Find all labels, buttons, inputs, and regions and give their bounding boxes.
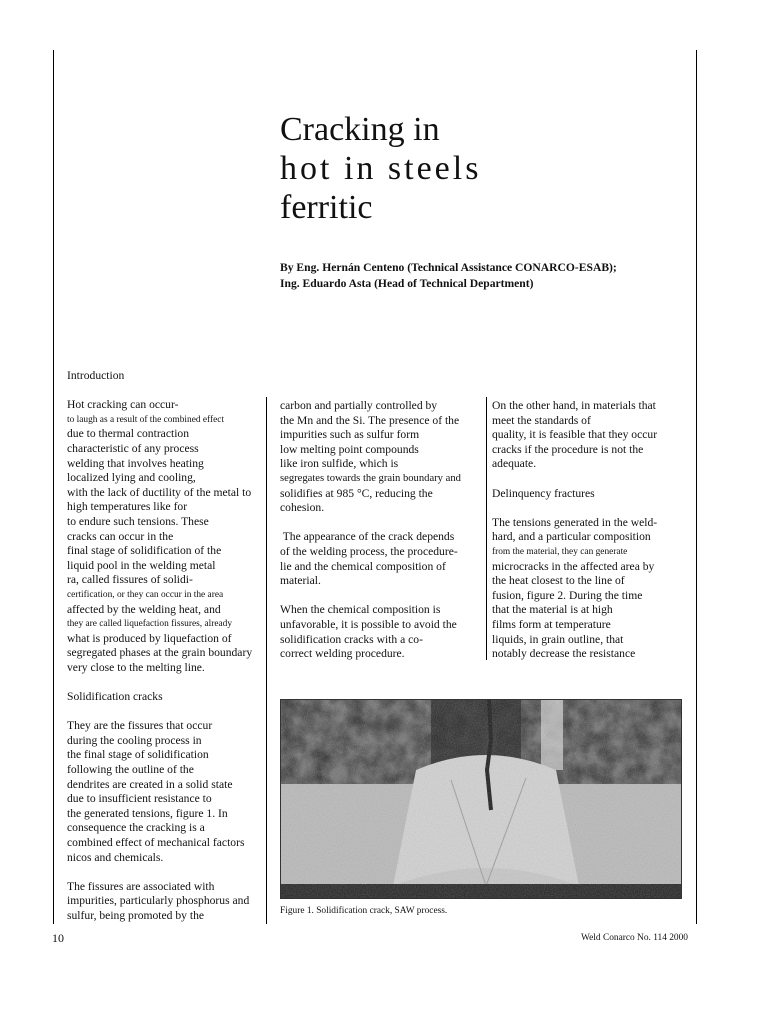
paragraph xyxy=(67,880,263,924)
text-line: correct welding procedure. xyxy=(280,647,405,661)
text-line: the final stage of solidification xyxy=(67,748,209,762)
text-line: impurities, particularly phosphorus and xyxy=(67,894,250,908)
text-line: films form at temperature xyxy=(492,617,611,631)
title-line: Cracking in xyxy=(280,111,440,148)
text-line: ra, called fissures of solidi- xyxy=(67,573,193,587)
text-line: adequate. xyxy=(492,457,537,471)
text-line: due to thermal contraction xyxy=(67,427,190,441)
text-line: dendrites are created in a solid state xyxy=(67,777,233,791)
text-line: segregates towards the grain boundary and xyxy=(280,472,461,484)
text-line: due to insufficient resistance to xyxy=(67,792,212,806)
page-number: 10 xyxy=(52,931,64,945)
text-line: The tensions generated in the weld- xyxy=(492,515,658,529)
text-line: localized lying and cooling, xyxy=(67,471,196,485)
text-line: welding that involves heating xyxy=(67,456,204,470)
text-line: Hot cracking can occur- xyxy=(67,398,179,412)
text-line: The fissures are associated with xyxy=(67,879,215,893)
text-line: microcracks in the affected area by xyxy=(492,559,655,573)
text-line: consequence the cracking is a xyxy=(67,821,205,835)
paragraph xyxy=(280,399,484,516)
paragraph xyxy=(67,398,263,675)
text-line: combined effect of mechanical factors xyxy=(67,836,245,849)
text-line: impurities such as sulfur form xyxy=(280,428,420,442)
title-line: hot in steels xyxy=(280,150,482,187)
text-line: liquids, in grain outline, that xyxy=(492,632,624,646)
text-line: the Mn and the Si. The presence of the xyxy=(280,413,460,427)
text-line: meet the standards of xyxy=(492,413,591,427)
text-line: carbon and partially controlled by xyxy=(280,399,438,412)
text-line: On the other hand, in materials that xyxy=(492,399,656,412)
text-line: characteristic of any process xyxy=(67,441,199,455)
text-line: low melting point compounds xyxy=(280,442,419,456)
text-line: during the cooling process in xyxy=(67,733,202,747)
text-line: to laugh as a result of the combined effect xyxy=(67,414,225,425)
weld-crack-figure xyxy=(280,699,682,899)
byline-line: By Eng. Hernán Centeno (Technical Assistance CONARCO-ESAB); xyxy=(280,261,617,274)
text-line: high temperatures like for xyxy=(67,500,188,514)
right-margin-rule xyxy=(696,50,697,924)
column-divider-2 xyxy=(486,397,487,660)
text-line: liquid pool in the welding metal xyxy=(67,558,216,572)
figure-caption: Figure 1. Solidification crack, SAW process. xyxy=(280,906,448,916)
text-line: unfavorable, it is possible to avoid the xyxy=(280,617,457,631)
article-title xyxy=(280,110,481,227)
section-heading-liquation: Delinquency fractures xyxy=(492,486,595,500)
text-line: from the material, they can generate xyxy=(492,546,628,557)
text-line: following the outline of the xyxy=(67,763,194,777)
paragraph xyxy=(280,530,484,588)
text-line: sulfur, being promoted by the xyxy=(67,908,205,922)
text-line: fusion, figure 2. During the time xyxy=(492,588,643,602)
left-margin-rule xyxy=(53,50,54,924)
title-line: ferritic xyxy=(280,189,373,226)
byline-line: Ing. Eduardo Asta (Head of Technical Department) xyxy=(280,277,534,290)
text-line: like iron sulfide, which is xyxy=(280,457,399,471)
text-line: They are the fissures that occur xyxy=(67,719,213,733)
text-line: cracks can occur in the xyxy=(67,529,174,543)
text-line: hard, and a particular composition xyxy=(492,530,651,544)
text-line: of the welding process, the procedure- xyxy=(280,544,458,558)
text-line: cracks if the procedure is not the xyxy=(492,442,644,456)
text-line: what is produced by liquefaction of xyxy=(67,631,232,645)
text-column-1 xyxy=(67,369,263,924)
text-line: notably decrease the resistance xyxy=(492,647,636,661)
text-line: with the lack of ductility of the metal to xyxy=(67,485,252,499)
paragraph xyxy=(67,719,263,865)
text-line: lie and the chemical composition of xyxy=(280,559,446,573)
section-heading-solidification: Solidification cracks xyxy=(67,690,163,704)
text-line: The appearance of the crack depends xyxy=(280,530,455,544)
text-line: final stage of solidification of the xyxy=(67,544,222,558)
section-heading-introduction: Introduction xyxy=(67,369,125,382)
text-line: solidification cracks with a co- xyxy=(280,632,423,646)
text-line: that the material is at high xyxy=(492,603,613,617)
text-line: to endure such tensions. These xyxy=(67,514,209,528)
paragraph xyxy=(280,603,484,661)
text-line: they are called liquefaction fissures, already xyxy=(67,619,233,630)
text-line: the generated tensions, figure 1. In xyxy=(67,806,228,820)
text-column-2 xyxy=(280,399,484,662)
text-line: solidifies at 985 °C, reducing the xyxy=(280,486,433,500)
column-divider-1 xyxy=(266,397,267,924)
text-line: nicos and chemicals. xyxy=(67,850,164,864)
text-line: certification, or they can occur in the area xyxy=(67,589,224,600)
text-line: cohesion. xyxy=(280,501,325,515)
text-line: When the chemical composition is xyxy=(280,603,441,617)
text-line: very close to the melting line. xyxy=(67,660,205,674)
journal-footer: Weld Conarco No. 114 2000 xyxy=(581,933,688,943)
paragraph xyxy=(492,516,684,662)
text-line: quality, it is feasible that they occur xyxy=(492,428,658,442)
author-byline xyxy=(280,260,617,292)
weld-cross-section-image xyxy=(281,700,681,898)
text-line: segregated phases at the grain boundary xyxy=(67,646,253,660)
paragraph xyxy=(492,399,684,472)
text-line: affected by the welding heat, and xyxy=(67,602,221,616)
text-column-3 xyxy=(492,399,684,662)
text-line: the heat closest to the line of xyxy=(492,574,625,588)
text-line: material. xyxy=(280,574,321,588)
